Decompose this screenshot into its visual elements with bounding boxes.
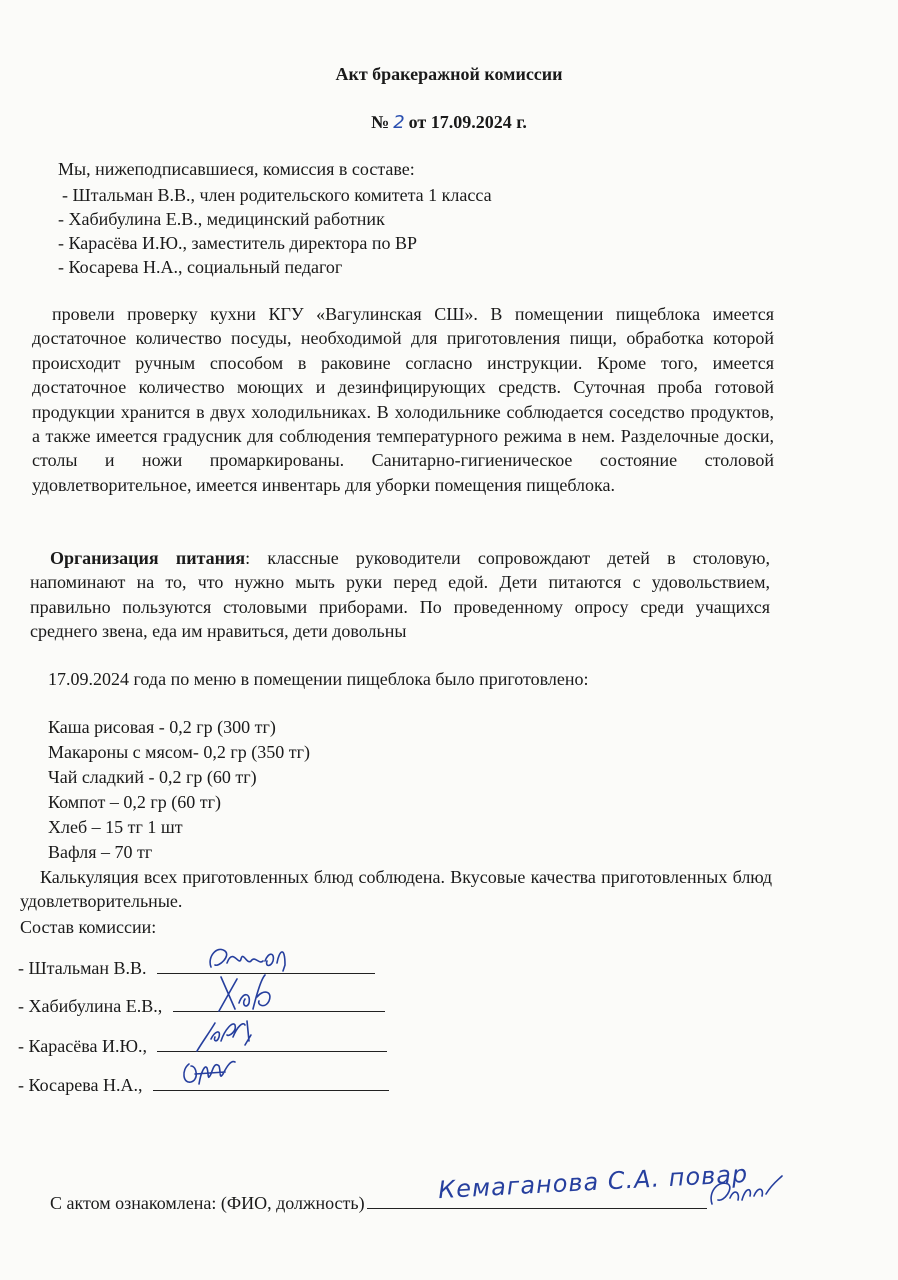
signatory-name: - Косарева Н.А., xyxy=(18,1075,143,1095)
menu-item: Вафля – 70 тг xyxy=(48,842,153,862)
signatory-name: - Штальман В.В. xyxy=(18,958,147,978)
inspection-text: провели проверку кухни КГУ «Вагулинская СШ». В помещении пищеблока имеется достаточное количество посуды, необходимой для приготовления пищи, обработка которой происходит ручным способом в раковине согласно инструкции. Кроме того, имеется достаточное количество моющих и дезинфицирующих средств. Суточная проба готовой продукции хранится в двух холодильниках. В холодильнике соблюдается соседство продуктов, а также имеется градусник для соблюдения температурного режима в нем. Разделочные доски, столы и ножи промаркированы. Санитарно-гигиеническое состояние столовой удовлетворительное, имеется инвентарь для уборки помещения пищеблока. xyxy=(32,304,774,495)
document-title: Акт бракеражной комиссии xyxy=(335,64,563,84)
menu-item: Компот – 0,2 гр (60 тг) xyxy=(48,792,222,812)
inspection-paragraph xyxy=(32,302,774,497)
menu-item: Хлеб – 15 тг 1 шт xyxy=(48,817,183,837)
member-3: - Карасёва И.Ю., заместитель директора по ВР xyxy=(58,233,417,253)
member-4: - Косарева Н.А., социальный педагог xyxy=(58,257,343,277)
intro-lead: Мы, нижеподписавшиеся, комиссия в составе: xyxy=(58,159,415,179)
signature-kosareva xyxy=(177,1050,247,1094)
menu-item: Макароны с мясом- 0,2 гр (350 тг) xyxy=(48,742,310,762)
acknowledgement-label: С актом ознакомлена: (ФИО, должность) xyxy=(50,1193,365,1213)
number-sign: № xyxy=(371,112,390,132)
act-date: от 17.09.2024 г. xyxy=(408,112,527,132)
signature-line xyxy=(153,1072,389,1091)
signatory-name: - Карасёва И.Ю., xyxy=(18,1036,147,1056)
menu-item: Чай сладкий - 0,2 гр (60 тг) xyxy=(48,767,257,787)
handwritten-act-number: 2 xyxy=(393,112,405,133)
signature-row xyxy=(18,1072,389,1098)
menu-item: Каша рисовая - 0,2 гр (300 тг) xyxy=(48,717,276,737)
cook-signature-icon xyxy=(706,1170,786,1214)
member-2: - Хабибулина Е.В., медицинский работник xyxy=(58,209,385,229)
act-number-line xyxy=(0,112,898,133)
menu-intro: 17.09.2024 года по меню в помещении пищеблока было приготовлено: xyxy=(48,669,589,689)
commission-heading: Состав комиссии: xyxy=(20,917,157,937)
conclusion-text: Калькуляция всех приготовленных блюд соблюдена. Вкусовые качества приготовленных блюд удовлетворительные. xyxy=(20,867,772,912)
acknowledgement-handwriting: Кемаганова С.А. повар xyxy=(437,1159,749,1205)
conclusion-paragraph xyxy=(20,865,772,914)
organization-label: Организация питания xyxy=(50,548,246,568)
member-1: - Штальман В.В., член родительского комитета 1 класса xyxy=(62,185,492,205)
organization-text: : классные руководители сопровождают детей в столовую, напоминают на то, что нужно мыть руки перед едой. Дети питаются с удовольствием, правильно пользуются столовыми приборами. По проведенному опросу среди учащихся среднего звена, еда им нравиться, дети довольны xyxy=(30,548,770,642)
signatory-name: - Хабибулина Е.В., xyxy=(18,996,163,1016)
signature-row xyxy=(18,955,375,981)
organization-paragraph xyxy=(30,546,770,644)
signature-line xyxy=(173,993,385,1012)
